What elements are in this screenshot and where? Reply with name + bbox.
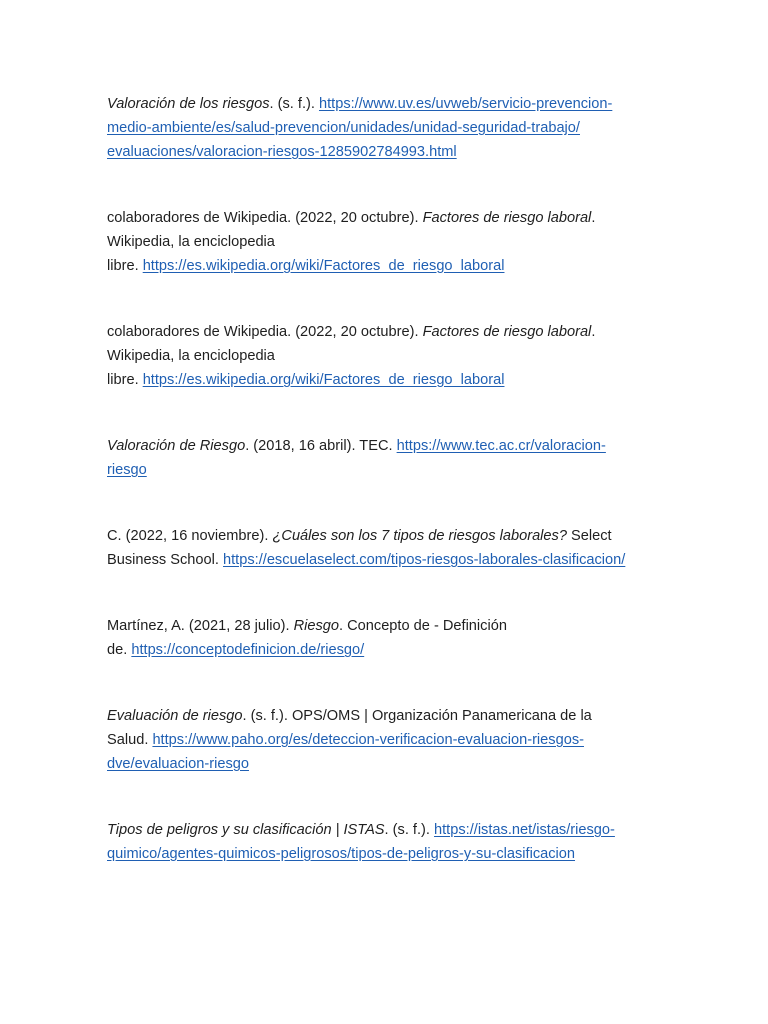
reference-link-line: evaluaciones/valoracion-riesgos-1285902784993.html <box>107 144 457 160</box>
reference-item <box>107 206 667 278</box>
reference-text: libre. <box>107 372 143 388</box>
reference-list <box>107 92 667 866</box>
reference-text: Salud. <box>107 732 153 748</box>
reference-text: . Concepto de - Definición <box>339 618 507 634</box>
reference-text: C. (2022, 16 noviembre). <box>107 528 273 544</box>
reference-item <box>107 320 667 392</box>
reference-title: Valoración de los riesgos <box>107 96 270 112</box>
reference-text: Martínez, A. (2021, 28 julio). <box>107 618 294 634</box>
reference-link-line: https://www.paho.org/es/deteccion-verificacion-evaluacion-riesgos- <box>152 732 584 748</box>
reference-text: colaboradores de Wikipedia. (2022, 20 octubre). <box>107 210 423 226</box>
reference-text: Wikipedia, la enciclopedia <box>107 234 275 250</box>
reference-title: Factores de riesgo laboral <box>422 324 592 340</box>
reference-link-line: medio-ambiente/es/salud-prevencion/unidades/unidad-seguridad-trabajo/ <box>107 120 580 136</box>
reference-text: colaboradores de Wikipedia. (2022, 20 octubre). <box>107 324 423 340</box>
reference-title: Valoración de Riesgo <box>107 438 246 454</box>
reference-link[interactable]: https://conceptodefinicion.de/riesgo/ <box>131 642 365 658</box>
reference-link-line: https://istas.net/istas/riesgo- <box>434 822 615 838</box>
reference-item <box>107 704 667 776</box>
reference-text: . (s. f.). OPS/OMS | Organización Panamericana de la <box>242 708 592 724</box>
reference-text: Wikipedia, la enciclopedia <box>107 348 275 364</box>
reference-link-line: dve/evaluacion-riesgo <box>107 756 249 772</box>
reference-link-line: https://www.tec.ac.cr/valoracion- <box>396 438 606 454</box>
reference-title: Riesgo <box>293 618 340 634</box>
reference-text: de. <box>107 642 132 658</box>
reference-text: . <box>591 210 596 226</box>
reference-link-line: quimico/agentes-quimicos-peligrosos/tipos-de-peligros-y-su-clasificacion <box>107 846 576 862</box>
reference-title: Evaluación de riesgo <box>107 708 243 724</box>
reference-link[interactable]: https://es.wikipedia.org/wiki/Factores_de_riesgo_laboral <box>142 258 505 274</box>
reference-text: . (s. f.). <box>384 822 435 838</box>
reference-link-line: riesgo <box>107 462 147 478</box>
reference-text: libre. <box>107 258 143 274</box>
reference-text: . (2018, 16 abril). TEC. <box>245 438 397 454</box>
reference-link[interactable] <box>107 732 584 772</box>
reference-item <box>107 818 667 866</box>
reference-item <box>107 434 667 482</box>
reference-text: Select <box>566 528 612 544</box>
reference-text: . <box>591 324 596 340</box>
reference-item <box>107 92 667 164</box>
reference-text: . (s. f.). <box>269 96 319 112</box>
reference-item <box>107 524 667 572</box>
reference-title: Factores de riesgo laboral <box>422 210 592 226</box>
reference-text: Business School. <box>107 552 224 568</box>
reference-title: ¿Cuáles son los 7 tipos de riesgos laborales? <box>272 528 567 544</box>
reference-link[interactable]: https://escuelaselect.com/tipos-riesgos-laborales-clasificacion/ <box>223 552 626 568</box>
reference-title: Tipos de peligros y su clasificación | ISTAS <box>107 822 385 838</box>
reference-link-line: https://www.uv.es/uvweb/servicio-prevencion- <box>318 96 613 112</box>
reference-link[interactable]: https://es.wikipedia.org/wiki/Factores_de_riesgo_laboral <box>142 372 505 388</box>
reference-item <box>107 614 667 662</box>
